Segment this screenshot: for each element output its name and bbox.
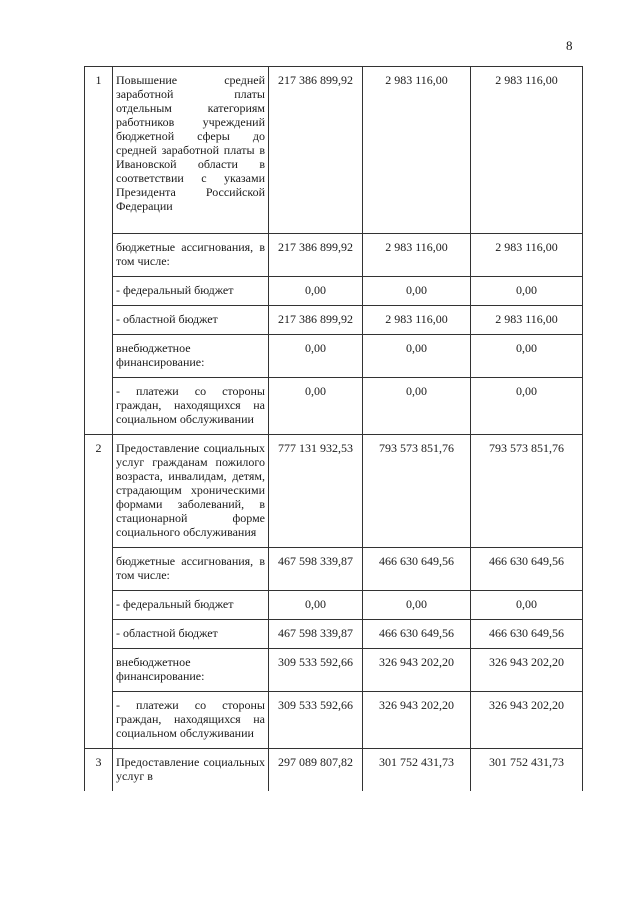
table-row — [85, 591, 583, 620]
value-cell: 0,00 — [471, 591, 583, 620]
value-cell: 217 386 899,92 — [269, 306, 363, 335]
value-cell: 0,00 — [363, 378, 471, 435]
value-cell: 467 598 339,87 — [269, 620, 363, 649]
row-label: - областной бюджет — [113, 620, 269, 649]
value-cell: 793 573 851,76 — [363, 435, 471, 548]
value-cell: 301 752 431,73 — [471, 749, 583, 792]
value-cell: 2 983 116,00 — [363, 67, 471, 234]
value-cell: 0,00 — [269, 335, 363, 378]
value-cell: 0,00 — [363, 591, 471, 620]
row-label: бюджетные ассигнования, в том числе: — [113, 548, 269, 591]
value-cell: 326 943 202,20 — [471, 649, 583, 692]
row-label: - областной бюджет — [113, 306, 269, 335]
value-cell: 793 573 851,76 — [471, 435, 583, 548]
table-row — [85, 277, 583, 306]
value-cell: 0,00 — [471, 335, 583, 378]
row-label: внебюджетное финансирование: — [113, 335, 269, 378]
table-row — [85, 335, 583, 378]
table-row — [85, 67, 583, 234]
value-cell: 301 752 431,73 — [363, 749, 471, 792]
row-number: 1 — [85, 67, 113, 435]
table-row — [85, 649, 583, 692]
row-label: - федеральный бюджет — [113, 277, 269, 306]
row-label: - платежи со стороны граждан, находящихся на социальном обслуживании — [113, 692, 269, 749]
page-number: 8 — [566, 38, 573, 53]
value-cell: 0,00 — [363, 335, 471, 378]
row-label: внебюджетное финансирование: — [113, 649, 269, 692]
value-cell: 467 598 339,87 — [269, 548, 363, 591]
value-cell: 2 983 116,00 — [471, 67, 583, 234]
table-row — [85, 692, 583, 749]
table-row — [85, 749, 583, 792]
table-row — [85, 620, 583, 649]
value-cell: 0,00 — [269, 591, 363, 620]
budget-table — [84, 66, 583, 791]
value-cell: 0,00 — [471, 378, 583, 435]
value-cell: 2 983 116,00 — [471, 306, 583, 335]
row-label: - платежи со стороны граждан, находящихся на социальном обслуживании — [113, 378, 269, 435]
value-cell: 309 533 592,66 — [269, 692, 363, 749]
row-label: Повышение средней заработной платы отдельным категориям работников учреждений бюджетной сферы до средней заработной платы в Ивановской области в соответствии с указами Президента Российской Федерации — [113, 67, 269, 234]
table-row — [85, 306, 583, 335]
value-cell: 466 630 649,56 — [363, 548, 471, 591]
row-number: 3 — [85, 749, 113, 792]
row-label: бюджетные ассигнования, в том числе: — [113, 234, 269, 277]
value-cell: 466 630 649,56 — [471, 548, 583, 591]
row-label: - федеральный бюджет — [113, 591, 269, 620]
table-row — [85, 378, 583, 435]
value-cell: 0,00 — [269, 277, 363, 306]
value-cell: 777 131 932,53 — [269, 435, 363, 548]
value-cell: 466 630 649,56 — [471, 620, 583, 649]
value-cell: 217 386 899,92 — [269, 234, 363, 277]
value-cell: 326 943 202,20 — [471, 692, 583, 749]
value-cell: 0,00 — [471, 277, 583, 306]
table-row — [85, 435, 583, 548]
value-cell: 326 943 202,20 — [363, 692, 471, 749]
value-cell: 309 533 592,66 — [269, 649, 363, 692]
value-cell: 2 983 116,00 — [363, 306, 471, 335]
row-label: Предоставление социальных услуг в — [113, 749, 269, 792]
row-number: 2 — [85, 435, 113, 749]
value-cell: 2 983 116,00 — [363, 234, 471, 277]
value-cell: 0,00 — [363, 277, 471, 306]
value-cell: 466 630 649,56 — [363, 620, 471, 649]
value-cell: 297 089 807,82 — [269, 749, 363, 792]
table-row — [85, 234, 583, 277]
value-cell: 2 983 116,00 — [471, 234, 583, 277]
row-label: Предоставление социальных услуг гражданам пожилого возраста, инвалидам, детям, страдающим хроническими формами заболеваний, в стационарной форме социального обслуживания — [113, 435, 269, 548]
value-cell: 217 386 899,92 — [269, 67, 363, 234]
table-row — [85, 548, 583, 591]
value-cell: 326 943 202,20 — [363, 649, 471, 692]
value-cell: 0,00 — [269, 378, 363, 435]
